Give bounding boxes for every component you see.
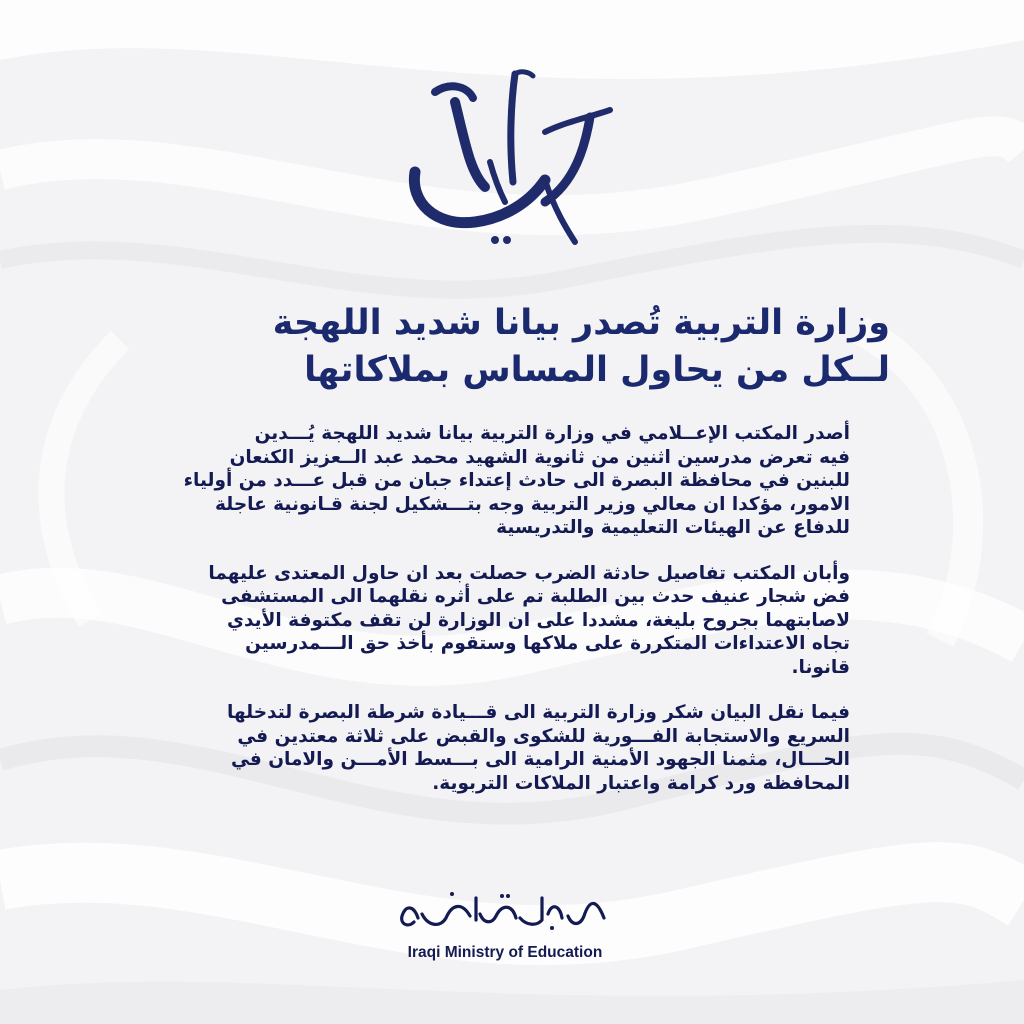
paragraph-line: الحـــال، مثمنا الجهود الأمنية الرامية الى بـــسط الأمـــن والامان في [230,749,850,770]
paragraph-line: قانونا. [791,656,850,678]
paragraph-2 [130,562,850,680]
ministry-arabic-wordmark-logo [392,888,616,934]
headline-line-1: وزارة التربية تُصدر بيانا شديد اللهجة [272,303,890,343]
paragraph-line: للدفاع عن الهيئات التعليمية والتدريسية [496,517,850,538]
headline-line-2: لــكل من يحاول المساس بملاكاتها [304,350,890,390]
paragraph-line: وأبان المكتب تفاصيل حادثة الضرب حصلت بعد ان حاول المعتدى عليهما [208,562,850,584]
paragraph-line: للبنين في محافظة البصرة الى حادث إعتداء جبان من قبل عـــدد من أولياء [183,470,850,491]
ministry-english-name: Iraqi Ministry of Education [407,944,603,961]
paragraph-line: أصدر المكتب الإعــلامي في وزارة التربية بيانا شديد اللهجة يُـــدين [254,423,850,444]
paragraph-line: المحافظة ورد كرامة واعتبار الملاكات التربوية. [432,772,850,794]
paragraph-line: تجاه الاعتداءات المتكررة على ملاكها وستقوم بأخذ حق الـــمدرسين [245,633,850,654]
paragraph-line: لاصابتهما بجروح بليغة، مشددا على ان الوزارة لن تقف مكتوفة الأيدي [226,609,850,631]
headline [90,300,890,394]
paragraph-line: السريع والاستجابة الفـــورية للشكوى والقبض على ثلاثة معتدين في [237,725,850,747]
statement-body [130,422,850,817]
paragraph-line: الامور، مؤكدا ان معالي وزير التربية وجه بتـــشكيل لجنة قـانونية عاجلة [215,493,850,515]
paragraph-line: فض شجار عنيف حدث بين الطلبة تم على أثره نقلهما الى المستشفى [221,586,850,607]
bayan-calligraphy-logo [395,62,625,247]
paragraph-3 [130,701,850,795]
paragraph-line: فيه تعرض مدرسين اثنين من ثانوية الشهيد محمد عبد الــعزيز الكنعان [229,446,850,468]
paragraph-line: فيما نقل البيان شكر وزارة التربية الى قـــيادة شرطة البصرة لتدخلها [227,702,850,723]
paragraph-1 [130,422,850,540]
